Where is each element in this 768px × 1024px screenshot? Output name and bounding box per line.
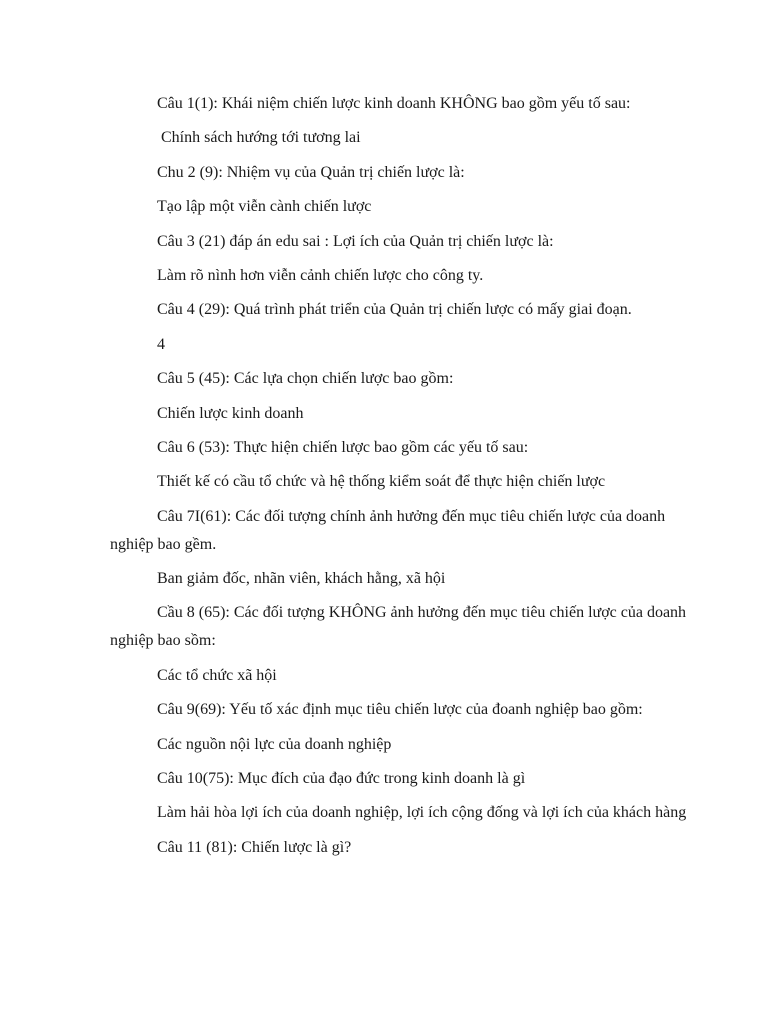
question-9: Câu 9(69): Yếu tố xác định mục tiêu chiến lược của đoanh nghiệp bao gồm: xyxy=(157,701,643,719)
question-11: Câu 11 (81): Chiến lược là gì? xyxy=(157,838,352,856)
answer-2: Tạo lập một viễn cành chiến lược xyxy=(157,198,372,216)
answer-6: Thiết kế có cầu tổ chức và hệ thống kiểm soát để thực hiện chiến lược xyxy=(157,473,606,491)
answer-1: Chính sách hướng tới tương lai xyxy=(157,129,361,147)
answer-5: Chiến lược kinh doanh xyxy=(157,404,304,422)
answer-4: 4 xyxy=(157,335,165,353)
question-3: Câu 3 (21) đáp án edu sai : Lợi ích của Quản trị chiến lược là: xyxy=(157,232,554,250)
answer-7: Ban giảm đốc, nhãn viên, khách hằng, xã hội xyxy=(157,570,446,588)
question-4: Câu 4 (29): Quá trình phát triển của Quản trị chiến lược có mấy giai đoạn. xyxy=(157,301,632,319)
answer-9: Các nguồn nội lực của doanh nghiệp xyxy=(157,735,392,753)
answer-3: Làm rõ nình hơn viễn cảnh chiến lược cho công ty. xyxy=(157,266,484,284)
document-body xyxy=(110,90,700,868)
question-8: Cầu 8 (65): Các đối tượng KHÔNG ảnh hưởng đến mục tiêu chiến lược của doanh nghiệp bao sồm: xyxy=(110,604,687,650)
question-1: Câu 1(1): Khái niệm chiến lược kinh doanh KHÔNG bao gồm yếu tố sau: xyxy=(157,95,631,112)
question-6: Câu 6 (53): Thực hiện chiến lược bao gồm các yếu tố sau: xyxy=(157,438,529,456)
answer-8: Các tổ chức xã hội xyxy=(157,666,277,684)
question-7: Câu 7I(61): Các đối tượng chính ảnh hưởng đến mục tiêu chiến lược của doanh nghiệp bao gềm. xyxy=(110,507,666,553)
answer-10: Làm hải hòa lợi ích của doanh nghiệp, lợi ích cộng đống và lợi ích của khách hàng xyxy=(157,804,687,822)
question-2: Chu 2 (9): Nhiệm vụ của Quản trị chiến lược là: xyxy=(157,163,465,181)
question-10: Câu 10(75): Mục đích của đạo đức trong kinh doanh là gì xyxy=(157,770,526,788)
question-5: Câu 5 (45): Các lựa chọn chiến lược bao gồm: xyxy=(157,370,454,388)
